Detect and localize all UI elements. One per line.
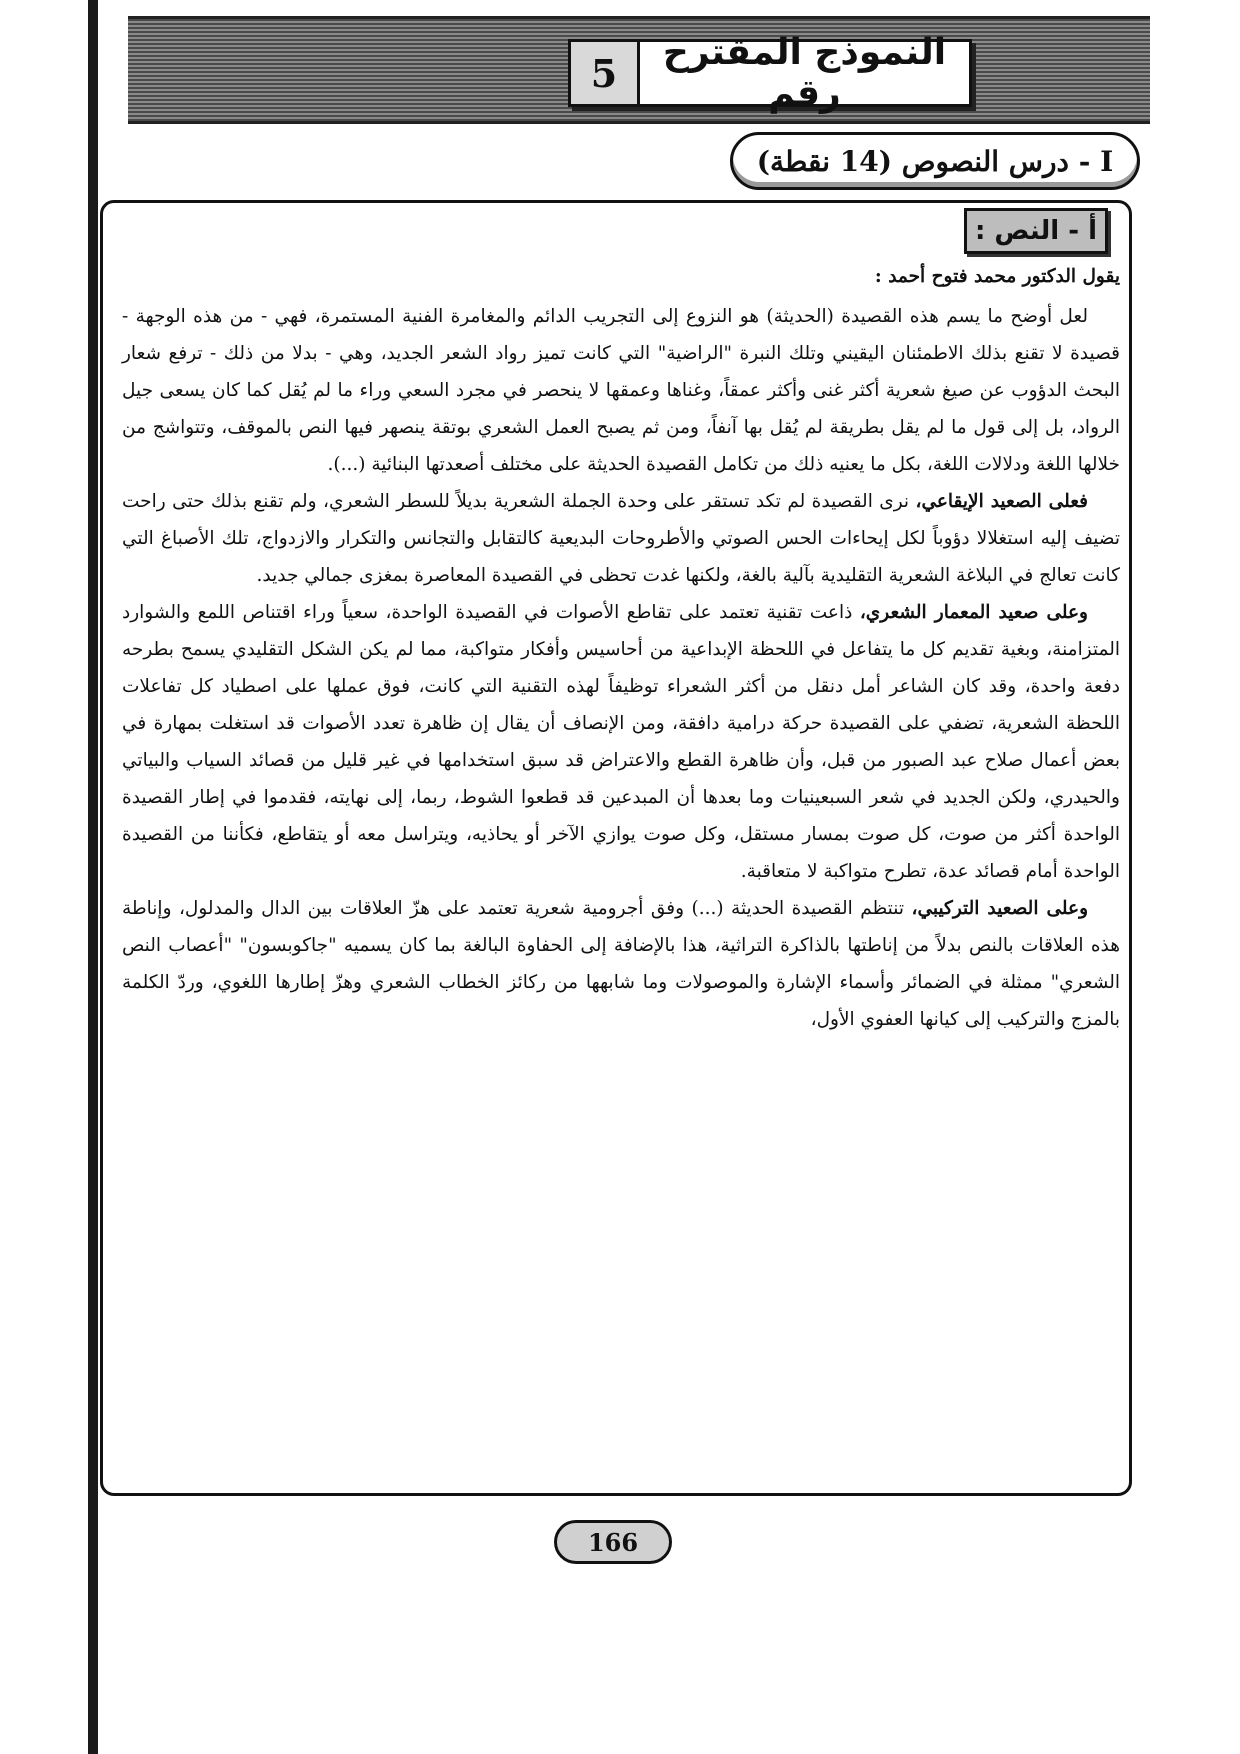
paragraph xyxy=(122,594,1120,890)
paragraph-body: لعل أوضح ما يسم هذه القصيدة (الحديثة) هو النزوع إلى التجريب الدائم والمغامرة الفنية المستمرة، فهي - من هذه الوجهة - قصيدة لا تقنع بذلك الاطمئنان اليقيني وتلك النبرة "الراضية" التي كانت تميز رواد الشعر الجديد، وهي - بدلا من ذلك - ترفع شعار البحث الدؤوب عن صيغ شعرية أكثر غنى وأكثر عمقاً، وغناها وعمقها لا ينحصر في مجرد السعي وراء ما لم يُقل كما كان يسعى جيل الرواد، بل إلى قول ما لم يقل بطريقة لم يُقل بها آنفاً، ومن ثم يصبح العمل الشعري بوتقة ينصهر فيها النص بالموقف، وتتواشج من خلالها اللغة ودلالات اللغة، بكل ما يعنيه ذلك من تكامل القصيدة الحديثة على مختلف أصعدتها البنائية (...). xyxy=(122,306,1120,475)
paragraph-lead: وعلى الصعيد التركيبي، xyxy=(911,898,1088,919)
header-title: النموذج المقترح رقم xyxy=(662,32,947,114)
paragraph xyxy=(122,483,1120,594)
page-binding-edge xyxy=(88,0,98,1754)
section-heading xyxy=(730,132,1140,190)
header-banner xyxy=(128,16,1150,124)
text-section-label-text: أ - النص : xyxy=(974,216,1097,246)
paragraph-body: نرى القصيدة لم تكد تستقر على وحدة الجملة الشعرية بديلاً للسطر الشعري، ولم تقنع بذلك حتى راحت تضيف إليه استغلالا دؤوباً لكل إيحاءات الحس الصوتي والأطروحات البديعية كالتقابل والتجانس والتكرار والازدواج، تلك الأصباغ التي كانت تعالج في البلاغة الشعرية التقليدية بآلية بالغة، ولكنها غدت تحظى في القصيدة المعاصرة بمغزى جمالي جديد. xyxy=(122,491,1120,586)
text-section-label xyxy=(964,208,1108,254)
paragraph-lead: فعلى الصعيد الإيقاعي، xyxy=(915,491,1088,512)
paragraph-body: تنتظم القصيدة الحديثة (...) وفق أجرومية شعرية تعتمد على هزّ العلاقات بين الدال والمدلول، وإناطة هذه العلاقات بالنص بدلاً من إناطتها بالذاكرة التراثية، هذا بالإضافة إلى الحفاوة البالغة بما كان يسميه "جاكوبسون" "أعصاب النص الشعري" ممثلة في الضمائر وأسماء الإشارة والموصولات وما شابهها من ركائز الخطاب الشعري وهزّ إطارها اللغوي، وردّ الكلمة بالمزج والتركيب إلى كيانها العفوي الأول، xyxy=(122,898,1120,1030)
section-title: I - درس النصوص (14 نقطة) xyxy=(756,144,1114,178)
passage xyxy=(122,258,1120,1486)
paragraph xyxy=(122,298,1120,483)
paragraph-body: ذاعت تقنية تعتمد على تقاطع الأصوات في القصيدة الواحدة، سعياً وراء اقتناص اللمع والشوارد المتزامنة، وبغية تقديم كل ما يتفاعل في اللحظة الإبداعية من أحاسيس وأفكار متواكبة، مما لم يكن الشكل التقليدي يسمح بطرحه دفعة واحدة، وقد كان الشاعر أمل دنقل من أكثر الشعراء توظيفاً لهذه التقنية التي كانت، فوق عملها على اصطياد كل تفاعلات اللحظة الشعرية، تضفي على القصيدة حركة درامية دافقة، ومن الإنصاف أن يقال إن ظاهرة تعدد الأصوات قد استغلت بمهارة في بعض أعمال صلاح عبد الصبور من قبل، وأن ظاهرة القطع والاعتراض قد سبق استخدامها في غير قليل من قصائد السياب والبياتي والحيدري، ولكن الجديد في شعر السبعينيات وما بعدها أن المبدعين قد قطعوا الشوط، ربما، إلى نهايته، فقدموا في إطار القصيدة الواحدة أكثر من صوت، كل صوت بمسار مستقل، وكل صوت يوازي الآخر أو يحاذيه، ويتراسل معه أو يتقاطع، فكأننا من القصيدة الواحدة أمام قصائد عدة، تطرح متواكبة لا متعاقبة. xyxy=(122,602,1120,882)
paragraph-lead: وعلى صعيد المعمار الشعري، xyxy=(859,602,1088,623)
passage-intro: يقول الدكتور محمد فتوح أحمد : xyxy=(874,266,1120,287)
paragraph xyxy=(122,890,1120,1038)
header-title-box xyxy=(568,32,972,114)
model-number: 5 xyxy=(571,42,640,104)
page-number: 166 xyxy=(554,1520,672,1564)
